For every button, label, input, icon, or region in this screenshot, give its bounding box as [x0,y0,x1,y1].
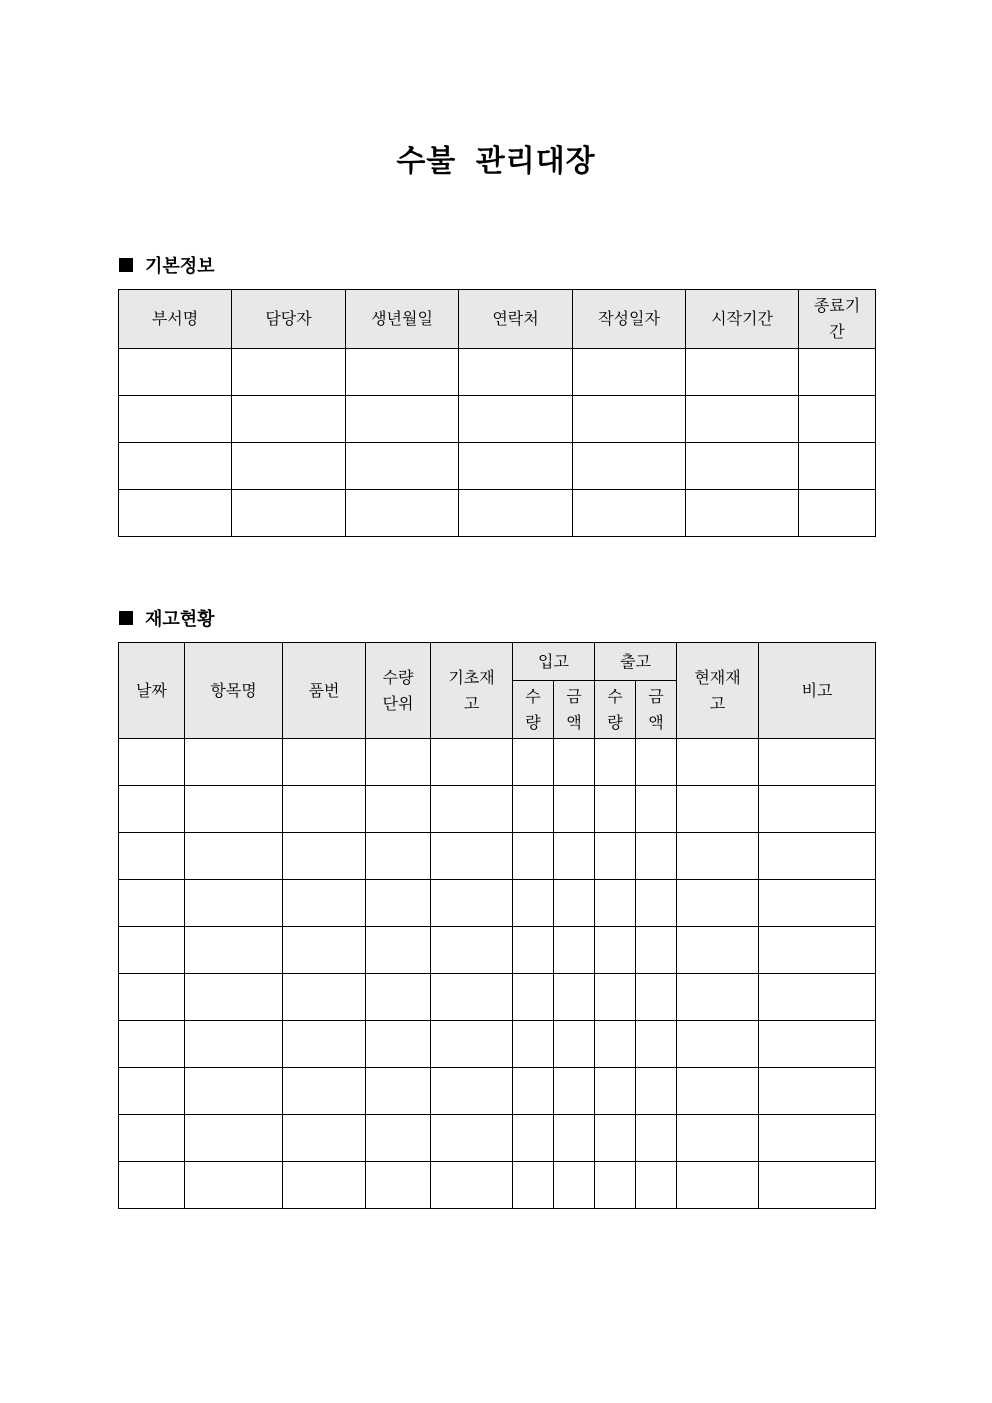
table-cell[interactable] [759,880,876,927]
table-cell[interactable] [232,443,346,490]
col-header-end-period [799,290,876,349]
table-cell[interactable] [799,490,876,537]
table-cell[interactable] [185,880,283,927]
table-cell[interactable] [677,1162,759,1209]
col-header-inbound-quantity-label: 수량 [525,686,541,732]
table-cell[interactable] [636,833,677,880]
table-cell[interactable] [232,396,346,443]
col-header-part-number: 품번 [283,643,366,739]
table-cell[interactable] [431,927,513,974]
col-header-date: 날짜 [119,643,185,739]
table-cell[interactable] [513,880,554,927]
table-cell[interactable] [119,349,232,396]
table-cell[interactable] [636,1115,677,1162]
table-cell[interactable] [759,739,876,786]
table-cell[interactable] [431,1115,513,1162]
table-cell[interactable] [554,974,595,1021]
col-header-base-stock-label: 기초재고 [448,667,495,713]
table-cell[interactable] [513,974,554,1021]
table-cell[interactable] [119,739,185,786]
table-cell[interactable] [554,833,595,880]
col-header-start-period: 시작기간 [686,290,799,349]
table-row [119,396,876,443]
table-cell[interactable] [366,739,431,786]
table-cell[interactable] [283,833,366,880]
table-cell[interactable] [799,443,876,490]
table-cell[interactable] [431,833,513,880]
table-cell[interactable] [119,1162,185,1209]
table-cell[interactable] [799,349,876,396]
table-row [119,880,876,927]
table-cell[interactable] [366,1115,431,1162]
table-cell[interactable] [366,1162,431,1209]
table-cell[interactable] [677,1068,759,1115]
table-cell[interactable] [431,880,513,927]
table-cell[interactable] [554,927,595,974]
table-cell[interactable] [119,833,185,880]
table-cell[interactable] [431,786,513,833]
table-cell[interactable] [185,927,283,974]
table-cell[interactable] [366,927,431,974]
table-cell[interactable] [431,974,513,1021]
table-cell[interactable] [283,739,366,786]
col-header-end-period-label: 종료기간 [813,296,861,341]
table-cell[interactable] [119,880,185,927]
table-row [119,443,876,490]
col-header-inbound: 입고 [513,643,595,681]
section-heading-stock [119,605,215,631]
table-cell[interactable] [573,349,686,396]
col-header-quantity-unit [366,643,431,739]
table-row [119,1115,876,1162]
table-cell[interactable] [686,490,799,537]
col-header-remarks: 비고 [759,643,876,739]
table-cell[interactable] [799,396,876,443]
table-cell[interactable] [759,1162,876,1209]
table-cell[interactable] [595,1115,636,1162]
table-row [119,739,876,786]
table-cell[interactable] [513,786,554,833]
col-header-base-stock [431,643,513,739]
table-cell[interactable] [185,1021,283,1068]
table-cell[interactable] [119,1021,185,1068]
table-cell[interactable] [185,739,283,786]
table-row [119,1068,876,1115]
table-row [119,974,876,1021]
table-row [119,1021,876,1068]
table-cell[interactable] [185,974,283,1021]
table-cell[interactable] [595,1162,636,1209]
col-header-inbound-amount-label: 금액 [566,686,582,732]
table-cell[interactable] [119,1115,185,1162]
table-cell[interactable] [686,349,799,396]
col-header-inbound-amount [554,681,595,739]
table-cell[interactable] [513,1068,554,1115]
stock-status-body [119,739,876,1209]
table-cell[interactable] [686,443,799,490]
table-cell[interactable] [366,1021,431,1068]
table-cell[interactable] [431,739,513,786]
table-cell[interactable] [636,880,677,927]
table-row [119,786,876,833]
table-cell[interactable] [513,927,554,974]
table-cell[interactable] [595,833,636,880]
table-cell[interactable] [636,974,677,1021]
basic-info-table [118,289,876,537]
table-cell[interactable] [636,1021,677,1068]
table-cell[interactable] [119,927,185,974]
table-cell[interactable] [513,833,554,880]
table-cell[interactable] [283,1115,366,1162]
table-cell[interactable] [759,1068,876,1115]
col-header-current-stock-label: 현재재고 [694,667,741,713]
table-cell[interactable] [185,833,283,880]
table-cell[interactable] [119,1068,185,1115]
square-bullet-icon [119,258,133,272]
basic-info-body [119,349,876,537]
table-cell[interactable] [119,490,232,537]
table-cell[interactable] [283,1068,366,1115]
table-cell[interactable] [677,833,759,880]
table-cell[interactable] [554,1021,595,1068]
col-header-manager: 담당자 [232,290,346,349]
table-cell[interactable] [636,739,677,786]
table-cell[interactable] [554,880,595,927]
table-cell[interactable] [554,739,595,786]
table-cell[interactable] [759,1021,876,1068]
table-cell[interactable] [283,786,366,833]
table-cell[interactable] [513,1162,554,1209]
table-cell[interactable] [283,880,366,927]
table-cell[interactable] [677,880,759,927]
table-cell[interactable] [119,443,232,490]
col-header-outbound-quantity-label: 수량 [607,686,623,732]
table-cell[interactable] [595,739,636,786]
table-cell[interactable] [346,443,459,490]
table-cell[interactable] [366,974,431,1021]
table-cell[interactable] [759,1115,876,1162]
table-cell[interactable] [431,1021,513,1068]
table-cell[interactable] [366,1068,431,1115]
col-header-contact: 연락처 [459,290,573,349]
table-row [119,927,876,974]
table-cell[interactable] [283,927,366,974]
table-cell[interactable] [554,1115,595,1162]
table-cell[interactable] [431,1162,513,1209]
table-cell[interactable] [366,880,431,927]
table-cell[interactable] [677,1115,759,1162]
table-cell[interactable] [573,443,686,490]
table-cell[interactable] [431,1068,513,1115]
table-cell[interactable] [595,927,636,974]
col-header-written-date: 작성일자 [573,290,686,349]
table-cell[interactable] [119,786,185,833]
table-cell[interactable] [636,786,677,833]
table-cell[interactable] [573,396,686,443]
table-cell[interactable] [554,786,595,833]
table-cell[interactable] [595,1021,636,1068]
table-cell[interactable] [346,490,459,537]
col-header-outbound-amount-label: 금액 [648,686,664,732]
table-cell[interactable] [686,396,799,443]
table-cell[interactable] [636,1162,677,1209]
table-cell[interactable] [677,739,759,786]
table-cell[interactable] [677,927,759,974]
col-header-inbound-quantity [513,681,554,739]
table-cell[interactable] [595,1068,636,1115]
table-row [119,1162,876,1209]
table-cell[interactable] [119,974,185,1021]
table-cell[interactable] [677,786,759,833]
table-row [119,833,876,880]
col-header-quantity-unit-label: 수량단위 [382,667,414,713]
col-header-department: 부서명 [119,290,232,349]
col-header-item-name: 항목명 [185,643,283,739]
table-cell[interactable] [513,739,554,786]
table-cell[interactable] [513,1021,554,1068]
square-bullet-icon [119,611,133,625]
col-header-birthdate: 생년월일 [346,290,459,349]
table-cell[interactable] [459,349,573,396]
col-header-outbound-amount [636,681,677,739]
table-cell[interactable] [346,396,459,443]
table-cell[interactable] [759,974,876,1021]
table-cell[interactable] [119,396,232,443]
table-cell[interactable] [513,1115,554,1162]
table-cell[interactable] [595,880,636,927]
table-cell[interactable] [459,490,573,537]
table-cell[interactable] [366,833,431,880]
table-row [119,349,876,396]
table-row [119,490,876,537]
table-cell[interactable] [185,786,283,833]
table-cell[interactable] [283,1021,366,1068]
table-cell[interactable] [232,349,346,396]
table-cell[interactable] [554,1068,595,1115]
table-cell[interactable] [636,927,677,974]
table-cell[interactable] [677,974,759,1021]
table-cell[interactable] [595,786,636,833]
table-cell[interactable] [232,490,346,537]
table-cell[interactable] [459,443,573,490]
section-heading-basic-label: 기본정보 [145,256,215,277]
table-cell[interactable] [185,1115,283,1162]
col-header-outbound-quantity [595,681,636,739]
table-cell[interactable] [759,833,876,880]
section-heading-basic [119,252,215,278]
table-cell[interactable] [554,1162,595,1209]
table-cell[interactable] [573,490,686,537]
table-cell[interactable] [185,1068,283,1115]
col-header-outbound: 출고 [595,643,677,681]
page-title: 수불 관리대장 [396,144,596,179]
section-heading-stock-label: 재고현황 [145,609,215,630]
table-cell[interactable] [366,786,431,833]
table-cell[interactable] [636,1068,677,1115]
table-cell[interactable] [283,974,366,1021]
col-header-current-stock [677,643,759,739]
stock-status-table [118,642,876,1209]
table-cell[interactable] [677,1021,759,1068]
table-cell[interactable] [185,1162,283,1209]
table-cell[interactable] [595,974,636,1021]
table-cell[interactable] [759,927,876,974]
table-cell[interactable] [346,349,459,396]
table-cell[interactable] [283,1162,366,1209]
table-cell[interactable] [759,786,876,833]
table-cell[interactable] [459,396,573,443]
